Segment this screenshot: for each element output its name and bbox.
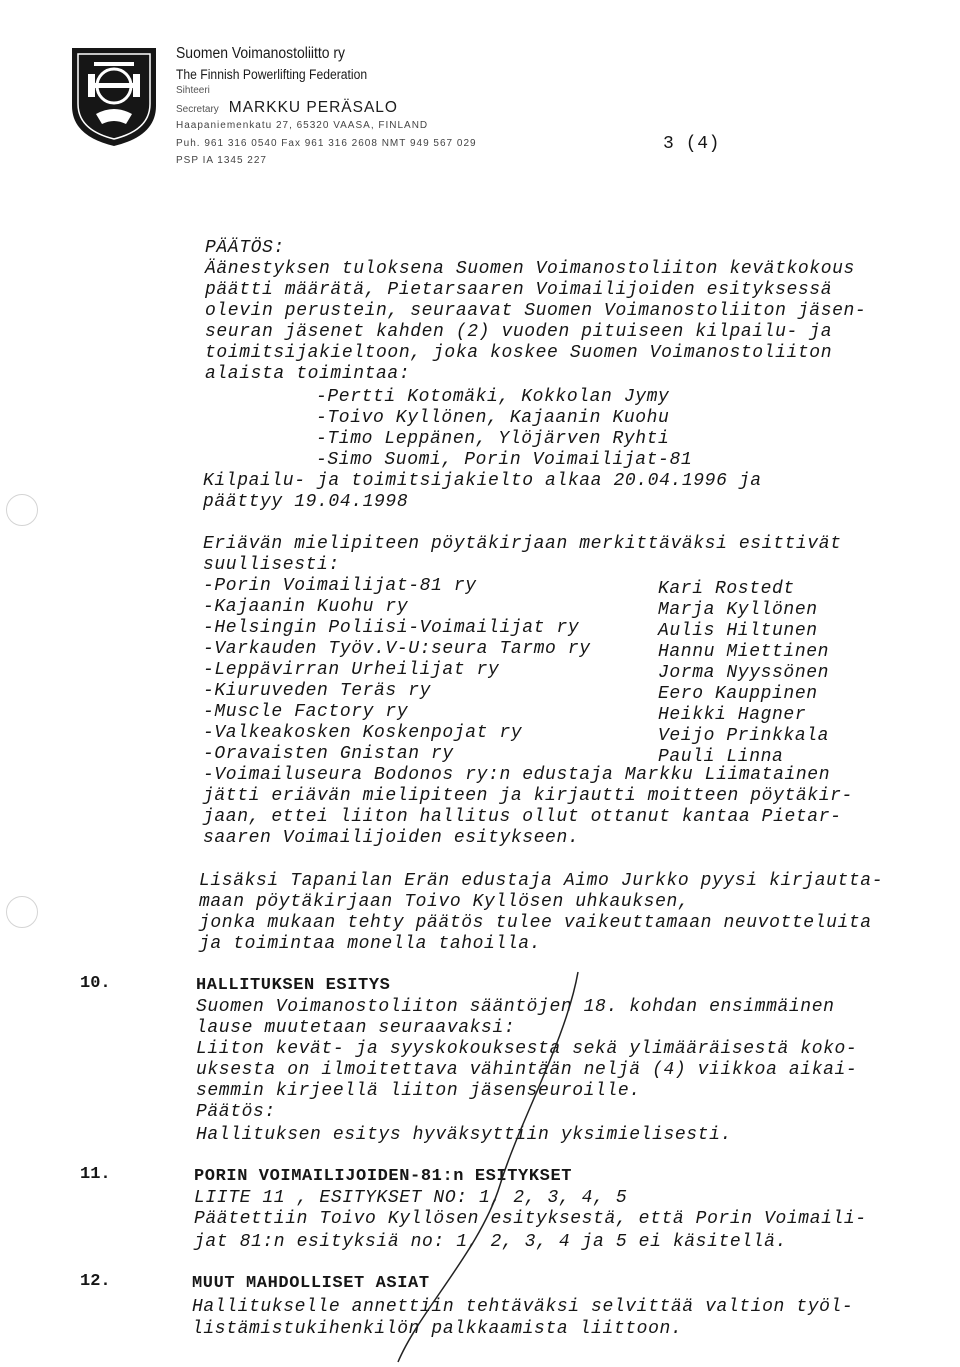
punch-hole-bottom <box>6 896 38 928</box>
banned-member: -Pertti Kotomäki, Kokkolan Jymy <box>316 387 670 407</box>
section-heading: MUUT MAHDOLLISET ASIAT <box>192 1274 430 1293</box>
dissent-club: -Leppävirran Urheilijat ry <box>203 660 500 680</box>
section-line: Suomen Voimanostoliiton sääntöjen 18. kohdan ensimmäinen <box>196 997 835 1017</box>
banned-member: -Timo Leppänen, Ylöjärven Ryhti <box>316 429 670 449</box>
section-line: listämistukihenkilön palkkaamista liittoon. <box>192 1319 683 1339</box>
org-name-english: The Finnish Powerlifting Federation <box>176 67 368 82</box>
phone-line: Puh. 961 316 0540 Fax 961 316 2608 NMT 949 567 029 <box>176 138 477 149</box>
decision-heading: PÄÄTÖS: <box>205 238 285 258</box>
dissent-person: Veijo Prinkkala <box>658 726 830 746</box>
dissent-person: Marja Kyllönen <box>658 600 818 620</box>
dissent-club: -Muscle Factory ry <box>203 702 409 722</box>
address: Haapaniemenkatu 27, 65320 VAASA, FINLAND <box>176 120 429 131</box>
section-line: Liiton kevät- ja syyskokouksesta sekä ylimääräisestä koko- <box>196 1039 858 1059</box>
tapanila-line: jonka mukaan tehty päätös tulee vaikeuttamaan neuvotteluita <box>199 913 872 933</box>
section-heading: PORIN VOIMAILIJOIDEN-81:n ESITYKSET <box>194 1167 573 1186</box>
dissent-club: -Kajaanin Kuohu ry <box>203 597 409 617</box>
dissent-person: Eero Kauppinen <box>658 684 818 704</box>
section-number: 11. <box>80 1165 111 1184</box>
dissent-club: -Varkauden Työv.V-U:seura Tarmo ry <box>203 639 591 659</box>
tapanila-line: Lisäksi Tapanilan Erän edustaja Aimo Jurkko pyysi kirjautta- <box>199 871 884 891</box>
section-line: Päätettiin Toivo Kyllösen esityksestä, että Porin Voimaili- <box>194 1209 867 1229</box>
section-line: jat 81:n esityksiä no: 1, 2, 3, 4 ja 5 ei käsitellä. <box>194 1232 787 1252</box>
decision-line: olevin perustein, seuraavat Suomen Voimanostoliiton jäsen- <box>205 301 867 321</box>
decision-line: Äänestyksen tuloksena Suomen Voimanostoliiton kevätkokous <box>205 259 855 279</box>
tapanila-line: ja toimintaa monella tahoilla. <box>199 934 542 954</box>
dissent-club: -Valkeakosken Koskenpojat ry <box>203 723 523 743</box>
section-line: uksesta on ilmoitettava vähintään neljä (4) viikkoa aikai- <box>196 1060 858 1080</box>
section-number: 12. <box>80 1272 111 1291</box>
decision-line: päätti määrätä, Pietarsaaren Voimailijoiden esityksessä <box>205 280 833 300</box>
secretary-name: MARKKU PERÄSALO <box>228 99 398 116</box>
dissent-club: -Helsingin Poliisi-Voimailijat ry <box>203 618 580 638</box>
dissent-intro-line: Eriävän mielipiteen pöytäkirjaan merkittäväksi esittivät <box>203 534 842 554</box>
tapanila-line: maan pöytäkirjaan Toivo Kyllösen uhkauksen, <box>199 892 690 912</box>
page-number: 3 (4) <box>663 134 721 154</box>
ban-period-line: päättyy 19.04.1998 <box>203 492 409 512</box>
decision-line: seuran jäsenet kahden (2) vuoden pituiseen kilpailu- ja <box>205 322 833 342</box>
dissent-person: Aulis Hiltunen <box>658 621 818 641</box>
dissent-person: Heikki Hagner <box>658 705 807 725</box>
decision-line: toimitsijakieltoon, joka koskee Suomen Voimanostoliiton <box>205 343 833 363</box>
bodonos-line: jätti eriävän mielipiteen ja kirjautti moitteen pöytäkir- <box>203 786 853 806</box>
secretary-role-fi: Sihteeri <box>176 85 210 96</box>
section-line: lause muutetaan seuraavaksi: <box>196 1018 516 1038</box>
section-line: Hallituksen esitys hyväksyttiin yksimielisesti. <box>196 1125 732 1145</box>
banned-member: -Simo Suomi, Porin Voimailijat-81 <box>316 450 693 470</box>
dissent-person: Hannu Miettinen <box>658 642 830 662</box>
dissent-club: -Porin Voimailijat-81 ry <box>203 576 477 596</box>
section-line: semmin kirjeellä liiton jäsenseuroille. <box>196 1081 641 1101</box>
secretary-line <box>176 100 398 116</box>
bodonos-line: jaan, ettei liiton hallitus ollut ottanut kantaa Pietar- <box>203 807 842 827</box>
section-number: 10. <box>80 974 111 993</box>
dissent-club: -Oravaisten Gnistan ry <box>203 744 454 764</box>
section-heading: HALLITUKSEN ESITYS <box>196 976 391 995</box>
org-name: Suomen Voimanostoliitto ry <box>176 45 346 62</box>
bodonos-line: saaren Voimailijoiden esitykseen. <box>203 828 580 848</box>
dissent-intro-line: suullisesti: <box>203 555 340 575</box>
banned-member: -Toivo Kyllönen, Kajaanin Kuohu <box>316 408 670 428</box>
dissent-person: Jorma Nyyssönen <box>658 663 830 683</box>
section-line: Päätös: <box>196 1102 276 1122</box>
secretary-role-en: Secretary <box>176 104 219 115</box>
section-line: Hallitukselle annettiin tehtäväksi selvittää valtion työl- <box>192 1297 854 1317</box>
bodonos-line: -Voimailuseura Bodonos ry:n edustaja Markku Liimatainen <box>203 765 831 785</box>
dissent-person: Pauli Linna <box>658 747 784 767</box>
section-line: LIITE 11 , ESITYKSET NO: 1, 2, 3, 4, 5 <box>194 1188 628 1208</box>
decision-line: alaista toimintaa: <box>205 364 411 384</box>
ban-period-line: Kilpailu- ja toimitsijakielto alkaa 20.04.1996 ja <box>203 471 762 491</box>
punch-hole-top <box>6 494 38 526</box>
psp-line: PSP IA 1345 227 <box>176 155 267 166</box>
federation-logo-icon <box>66 44 162 148</box>
dissent-person: Kari Rostedt <box>658 579 795 599</box>
dissent-club: -Kiuruveden Teräs ry <box>203 681 432 701</box>
